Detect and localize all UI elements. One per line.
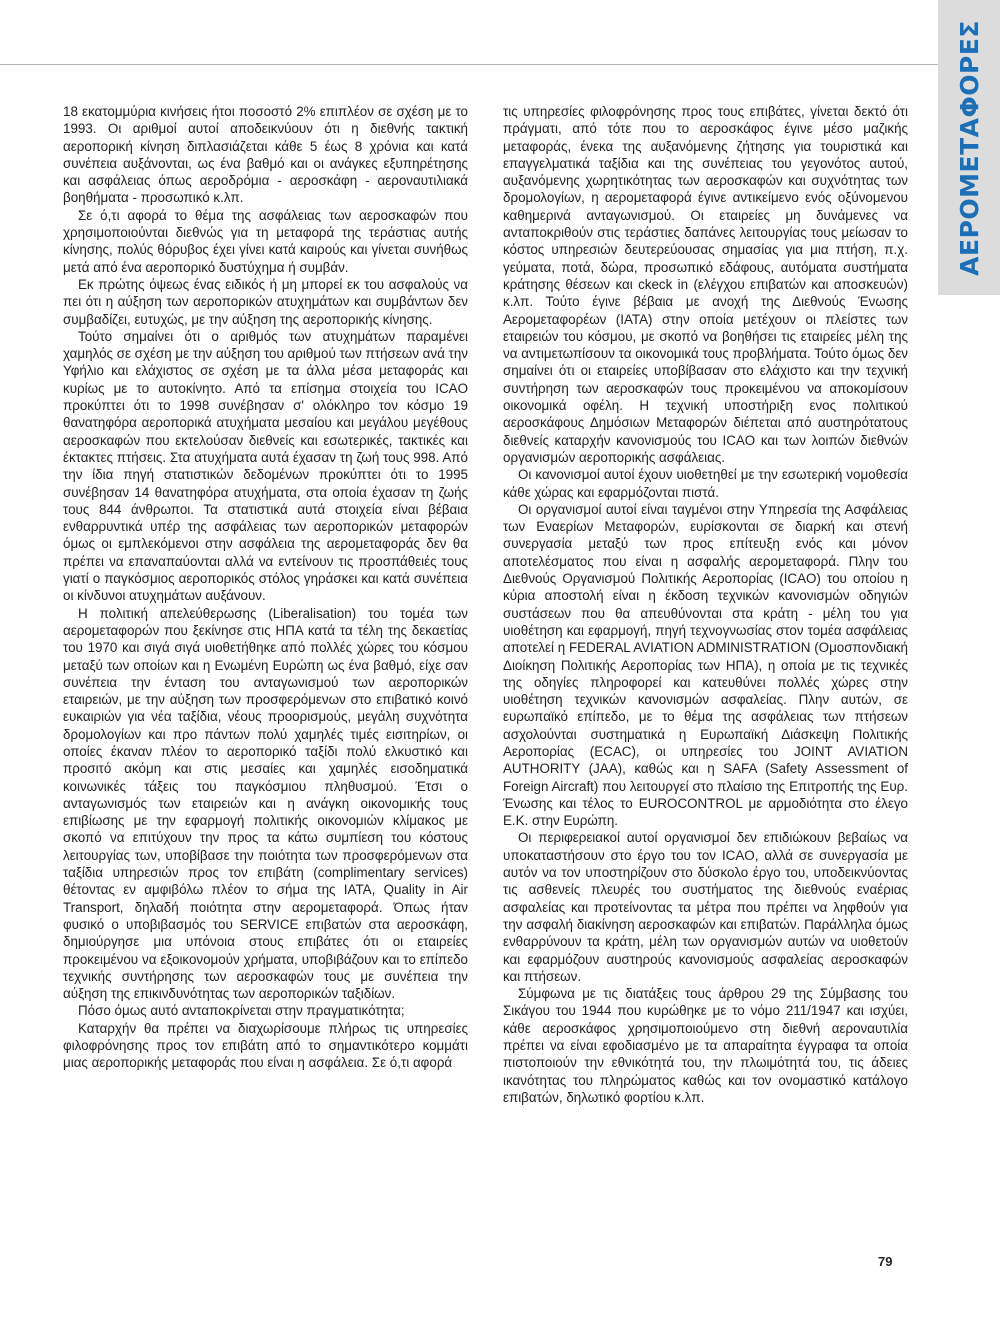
paragraph: Τούτο σημαίνει ότι ο αριθμός των ατυχημάτων παραμένει χαμηλός σε σχέση με την αύξηση του αριθμού των πτήσεων ανά την Υφήλιο και ελάχιστος σε σχέση με τα άλλα μέσα μεταφοράς και κυρίως με το αυτοκίνητο. Από τα επίσημα στοιχεία του ICAO προκύπτει ότι το 1998 συνέβησαν σ' ολόκληρο τον κόσμο 19 θανατηφόρα αεροπορικά ατυχήματα μεσαίου και μεγάλου μεγέθους αεροσκαφών που εκτελούσαν διεθνείς και εσωτερικές, τακτικές και έκτακτες πτήσεις. Στα ατυχήματα αυτά έχασαν τη ζωή τους 998. Από την ίδια πηγή στατιστικών δεδομένων προκύπτει ότι το 1995 συνέβησαν 14 θανατηφόρα ατυχήματα, στα οποία έχασαν τη ζωής τους 844 άνθρωποι. Τα στατιστικά αυτά στοιχεία είναι βέβαια ενθαρρυντικά υπέρ της ασφάλειας των αεροπορικών μεταφορών όμως οι εμπλεκόμενοι στην ασφάλεια της αερομεταφοράς δεν θα πρέπει να επαναπαύονται αλλά να εντείνουν τις προσπάθειές τους γιατί ο παγκόσμιος αεροπορικός στόλος γηράσκει και κατά συνέπεια οι κίνδυνοι ατυχημάτων αυξάνουν. xyxy=(63,328,468,604)
page-number: 79 xyxy=(878,1254,893,1269)
paragraph: Η πολιτική απελεύθερωσης (Liberalisation) του τομέα των αερομεταφορών που ξεκίνησε στις ΗΠΑ κατά τα τέλη της δεκαετίας του 1970 και σιγά σιγά υιοθετήθηκε από πολλές χώρες του κόσμου μεταξύ των οποίων και η Ενωμένη Ευρώπη ως ένα βαθμό, είχε σαν συνέπεια την ένταση του ανταγωνισμού των αεροπορικών εταιρειών, με την αύξηση των προσφερόμενων στο επιβατικό κοινό ευκαιριών για νέα ταξίδια, νέους προορισμούς, μεγάλη συχνότητα δρομολογίων και προ πάντων πολύ χαμηλές τιμές εισιτηρίων, οι οποίες έκαναν πλέον το αεροπορικό ταξίδι πολύ ελκυστικό και προσιτό ακόμη και στις μεσαίες και χαμηλές εισοδηματικά κοινωνικές τάξεις του παγκόσμιου πληθυσμού. Έτσι ο ανταγωνισμός των εταιρειών και η ανάγκη οικονομικής τους επιβίωσης με την εφαρμογή πολιτικής οικονομιών κλίμακος με σκοπό να επιτύχουν την προς τα κάτω συμπίεση του κόστους λειτουργίας των, υποβίβασε την ποιότητα των προσφερόμενων στα ταξίδια υπηρεσιών προς τον επιβάτη (complimentary services) θέτοντας εν αμφιβόλω πλέον το σήμα της ΙΑΤΑ, Quality in Air Transport, δηλαδή ποιότητα στην αερομεταφορά. Όπως ήταν φυσικό ο υποβιβασμός του SERVICE επιβατών στα αεροσκάφη, δημιούργησε μια υπόνοια στους επιβάτες ότι οι εταιρείες προκειμένου να εξοικονομούν χρήματα, υποβιβάζουν και το επίπεδο τεχνικής συντήρησης των αεροσκαφών τους με συνέπεια την αύξηση της επικινδυνότητας των αεροπορικών ταξιδίων. xyxy=(63,605,468,1002)
right-column xyxy=(503,103,908,1106)
paragraph: Σύμφωνα με τις διατάξεις τους άρθρου 29 της Σύμβασης του Σικάγου του 1944 που κυρώθηκε με το νόμο 211/1947 και ισχύει, κάθε αεροσκάφος χρησιμοποιούμενο στη διεθνή αεροναυτιλία πρέπει να είναι εφοδιασμένο με τα απαραίτητα έγγραφα τα οποία πιστοποιούν την εθνικότητά του, την πλωιμότητά του, τις άδειες ικανότητας του πληρώματος καθώς και τον ονομαστικό κατάλογο επιβατών, δηλωτικό φορτίου κ.λπ. xyxy=(503,986,908,1105)
section-title: ΑΕΡΟΜΕΤΑΦΟΡΕΣ xyxy=(954,19,984,276)
paragraph: Πόσο όμως αυτό ανταποκρίνεται στην πραγματικότητα; xyxy=(78,1003,405,1019)
paragraph: 18 εκατομμύρια κινήσεις ήτοι ποσοστό 2% επιπλέον σε σχέση με το 1993. Οι αριθμοί αυτοί αποδεικνύουν ότι η διεθνής τακτική αεροπορική κίνηση διπλασιάζεται κάθε 5 έως 8 χρόνια και κατά συνέπεια αυξάνονται, ως ένα βαθμό και οι ανάγκες εξυπηρέτησης και ασφάλειας όπως αεροδρόμια - αεροσκάφη - αεροναυτιλιακά βοηθήματα - προσωπικό κ.λπ. xyxy=(63,104,468,206)
paragraph: τις υπηρεσίες φιλοφρόνησης προς τους επιβάτες, γίνεται δεκτό ότι πράγματι, από τότε που το αεροσκάφος έγινε μέσο μαζικής μεταφοράς, ένεκα της αυξανόμενης ζήτησης για τουριστικά και επαγγελματικά ταξίδια και της συνέπειας του γεγονότος αυτού, αυξανόμενης χωρητικότητας των αεροσκαφών και συχνότητας των δρομολογίων, η αερομεταφορά έγινε αντικείμενο ενός οξύνομενου καθημερινά ανταγωνισμού. Οι εταιρείες μη δυνάμενες να ανταποκριθούν στις τεράστιες δαπάνες λειτουργίας τους μείωσαν το κόστος υπηρεσιών δευτερεύουσας σημασίας για μια πτήση, π.χ. γεύματα, ποτά, δώρα, προσωπικό εδάφους, αυτόματα συστήματα κράτησης θέσεων και ckeck in (ελέγχου επιβατών και αποσκευών) κ.λπ. Τούτο έγινε βέβαια με ανοχή της Διεθνούς Ένωσης Αερομεταφορέων (ΙΑΤΑ) στην οποία μετέχουν οι πλείστες των εταιρειών του κόσμου, με σκοπό να βοηθήσει τις εταιρείες μέλη της να αντιμετωπίσουν τα οικονομικά τους προβλήματα. Τούτο όμως δεν σημαίνει ότι οι εταιρείες υποβίβασαν στο ελάχιστο και την τεχνική συντήρηση των αεροσκαφών τους προκειμένου να αποκομίσουν οικονομικά οφέλη. Η τεχνική υποστήριξη ενος πολιτικού αεροσκάφους Δημόσιων Μεταφορών διέπεται από αυστηρότατους διεθνείς καταρχήν κανονισμούς του ICAO και των λοιπών διεθνών οργανισμών αεροπορικής ασφάλειας. xyxy=(503,104,908,465)
paragraph: Οι κανονισμοί αυτοί έχουν υιοθετηθεί με την εσωτερική νομοθεσία κάθε χώρας και εφαρμόζονται πιστά. xyxy=(503,467,908,500)
paragraph: Καταρχήν θα πρέπει να διαχωρίσουμε πλήρως τις υπηρεσίες φιλοφρόνησης προς τον επιβάτη από το σημαντικότερο κομμάτι μιας αεροπορικής μεταφοράς που είναι η ασφάλεια. Σε ό,τι αφορά xyxy=(63,1020,468,1071)
paragraph: Οι οργανισμοί αυτοί είναι ταγμένοι στην Υπηρεσία της Ασφάλειας των Εναερίων Μεταφορών, ευρίσκονται σε διαρκή και στενή συνεργασία μεταξύ των προς επίτευξη ενός και μόνον αποτελέσματος που είναι η ασφαλής αερομεταφορά. Πλην του Διεθνούς Οργανισμού Πολιτικής Αεροπορίας (ICAO) του οποίου η κύρια αποστολή είναι η έκδοση τεχνικών κανονισμών οδηγιών συστάσεων που θα απευθύνονται στα κράτη - μέλη του για υιοθέτηση και εφαρμογή, πηγή τεχνογνωσίας στον τομέα ασφάλειας αποτελεί η FEDERAL AVIATION ADMINISTRATION (Ομοσπονδιακή Διοίκηση Πολιτικής Αεροπορίας των ΗΠΑ), η οποία με τις τεχνικές της οδηγίες πληροφορεί και κατευθύνει πολλές χώρες στην υιοθέτηση τεχνικών κανονισμών ασφαλείας. Πλην αυτών, σε ευρωπαϊκό επίπεδο, με το θέμα της ασφάλειας των πτήσεων ασχολούνται συστηματικά η Ευρωπαϊκή Διάσκεψη Πολιτικής Αεροπορίας (ECAC), οι υπηρεσίες του JOINT AVIATION AUTHORITY (JAA), καθώς και η SAFA (Safety Assessment of Foreign Aircraft) που λειτουργεί στο πλαίσιο της Επιτροπής της Ευρ. Ένωσης και τέλος το EUROCONTROL με αρμοδιότητα στο έλεγο Ε.Κ. στην Ευρώπη. xyxy=(503,501,908,829)
paragraph: Σε ό,τι αφορά το θέμα της ασφάλειας των αεροσκαφών που χρησιμοποιούνται διεθνώς για τη μεταφορά της τεράστιας αυτής κίνησης, πολύς θόρυβος έχει γίνει κατά καιρούς και γίνεται συνήθως μετά από ένα αεροπορικό δυστύχημα ή συμβάν. xyxy=(63,207,468,275)
section-tab xyxy=(938,0,1000,295)
left-column xyxy=(63,103,468,1072)
header-rule xyxy=(0,64,938,65)
paragraph: Οι περιφερειακοί αυτοί οργανισμοί δεν επιδιώκουν βεβαίως να υποκαταστήσουν στο έργο του τον ICAO, αλλά σε συνεργασία με αυτόν να τον υποστηρίζουν στο δύσκολο έργο του, υποδεικνύοντας τις ασθενείς πλευρές του συστήματος της διεθνούς εναέριας ασφαλείας και προτείνοντας τα μέτρα που πρέπει να ληφθούν για την ασφαλή διακίνηση αεροσκαφών και επιβατών. Παράλληλα όμως ενθαρρύνουν τα κράτη, μέλη των οργανισμών αυτών να υιοθετούν και εφαρμόζουν αυστηρούς κανονισμούς ασφαλείας αεροσκαφών και πτήσεων. xyxy=(503,830,908,984)
paragraph: Εκ πρώτης όψεως ένας ειδικός ή μη μπορεί εκ του ασφαλούς να πει ότι η αύξηση των αεροπορικών ατυχημάτων και συμβάντων δεν συμβαδίζει, ευτυχώς, με την αύξηση της αεροπορικής κίνησης. xyxy=(63,276,468,327)
